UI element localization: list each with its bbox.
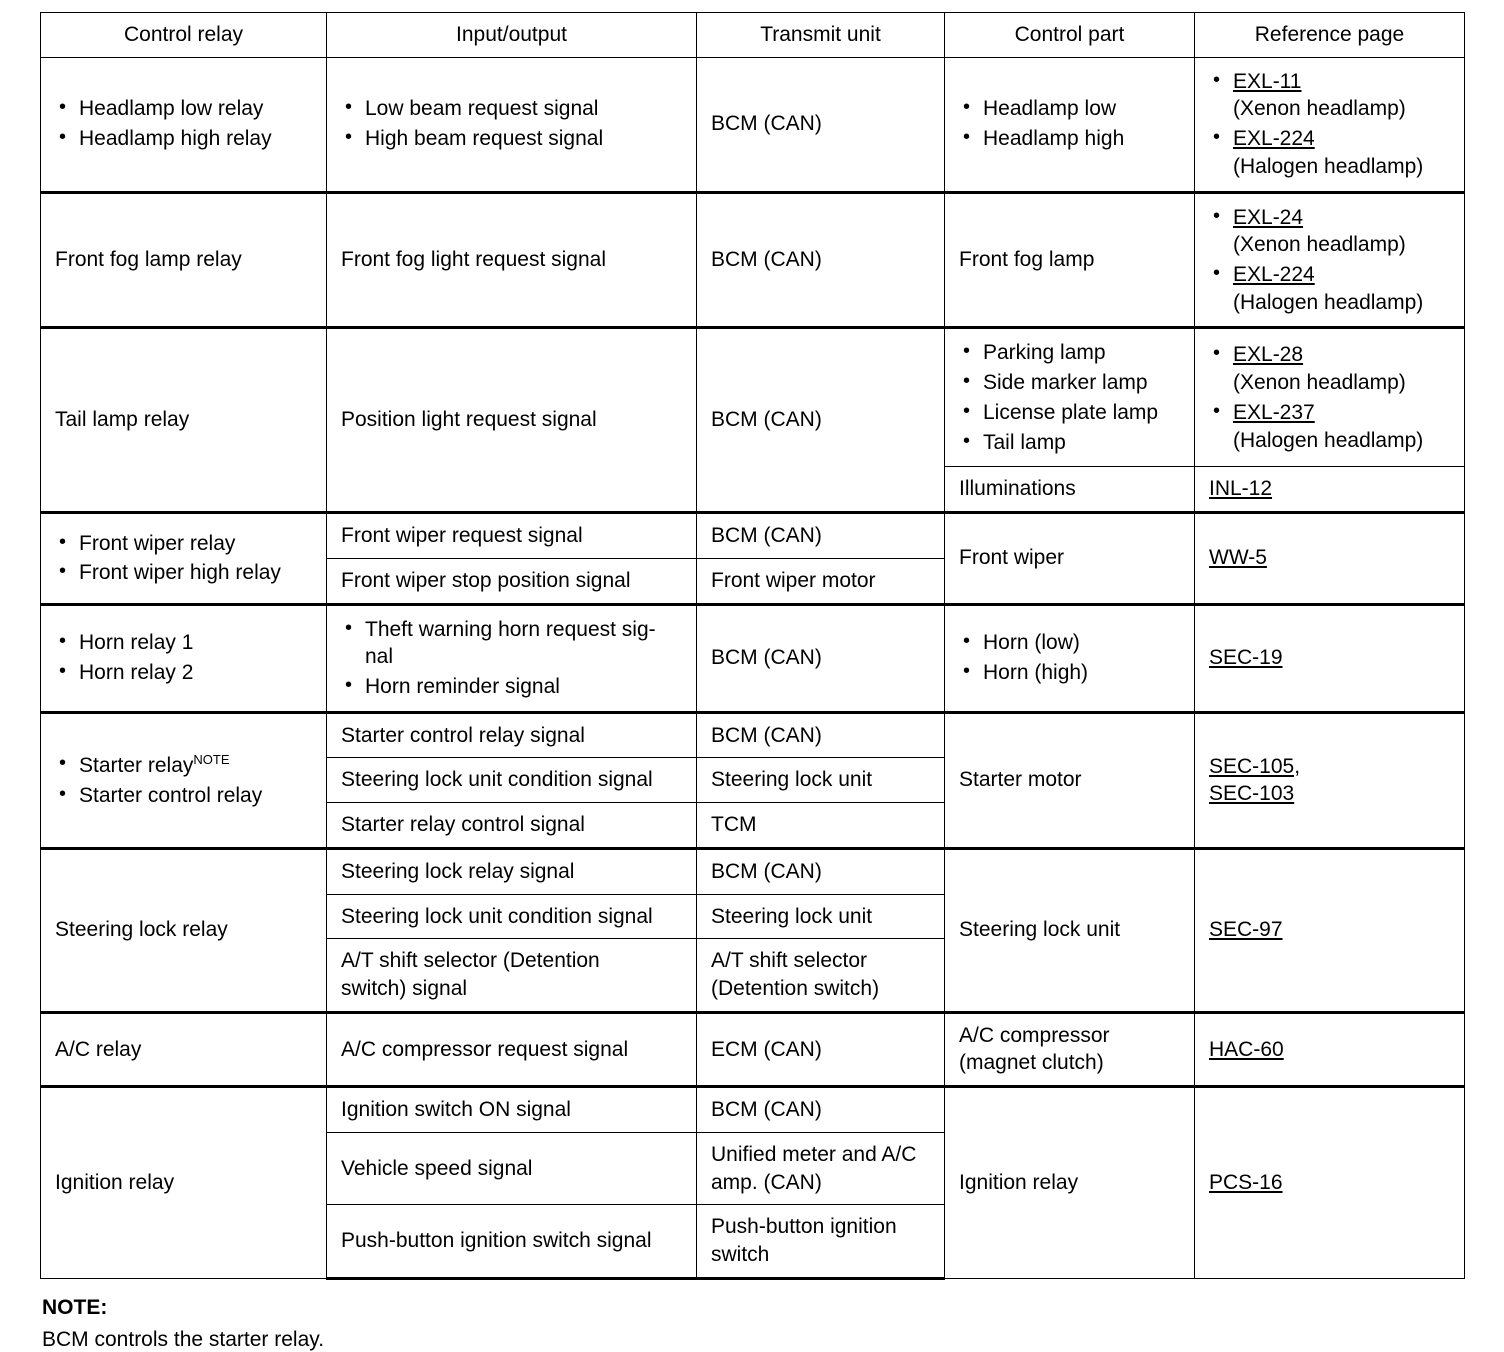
reference-link[interactable]: HAC-60 bbox=[1209, 1037, 1284, 1061]
reference-note: (Halogen headlamp) bbox=[1233, 428, 1424, 452]
reference-link[interactable]: EXL-237 bbox=[1233, 400, 1315, 424]
cell-control-part: Ignition relay bbox=[945, 1087, 1195, 1279]
cell-input-output: Front wiper request signal bbox=[327, 513, 697, 559]
list-item: • Low beam request signal bbox=[341, 95, 682, 123]
list-item: • Headlamp low relay bbox=[55, 95, 312, 123]
cell-control-relay: Ignition relay bbox=[41, 1087, 327, 1279]
reference-link[interactable]: PCS-16 bbox=[1209, 1171, 1283, 1195]
cell-transmit-unit: ECM (CAN) bbox=[697, 1012, 945, 1086]
reference-link[interactable]: SEC-103 bbox=[1209, 782, 1295, 806]
cell-control-part: Front fog lamp bbox=[945, 192, 1195, 328]
table-row bbox=[41, 1087, 1465, 1133]
list-item: • Horn relay 2 bbox=[55, 659, 312, 687]
cell-reference-page bbox=[1195, 513, 1465, 604]
cell-input-output: Position light request signal bbox=[327, 328, 697, 513]
io-text-line2: nal bbox=[365, 645, 394, 669]
cell-input-output: Front fog light request signal bbox=[327, 192, 697, 328]
reference-link[interactable]: INL-12 bbox=[1209, 477, 1273, 501]
list-item: • Parking lamp bbox=[959, 339, 1180, 367]
control-relay-table bbox=[40, 12, 1465, 1280]
cell-input-output: Front wiper stop position signal bbox=[327, 558, 697, 604]
cell-transmit-unit: BCM (CAN) bbox=[697, 192, 945, 328]
list-item: • License plate lamp bbox=[959, 399, 1180, 427]
cell-reference-page bbox=[1195, 604, 1465, 712]
cell-input-output: Starter control relay signal bbox=[327, 712, 697, 758]
column-header-control-part: Control part bbox=[945, 13, 1195, 58]
cell-control-part bbox=[945, 328, 1195, 467]
cell-control-part bbox=[945, 1012, 1195, 1086]
cell-control-part: Illuminations bbox=[945, 467, 1195, 513]
list-item bbox=[1209, 341, 1450, 396]
relay-label: Starter relay bbox=[79, 754, 194, 778]
cell-control-relay: Steering lock relay bbox=[41, 848, 327, 1012]
cell-transmit-unit: BCM (CAN) bbox=[697, 328, 945, 513]
reference-link[interactable]: WW-5 bbox=[1209, 546, 1267, 570]
list-item: • Headlamp low bbox=[959, 95, 1180, 123]
list-item: • Starter control relay bbox=[55, 782, 312, 810]
cell-transmit-unit: TCM bbox=[697, 803, 945, 849]
cell-input-output: Ignition switch ON signal bbox=[327, 1087, 697, 1133]
reference-link[interactable]: EXL-11 bbox=[1233, 69, 1302, 93]
table-row bbox=[41, 328, 1465, 467]
cell-control-part bbox=[945, 604, 1195, 712]
list-item: • Horn reminder signal bbox=[341, 673, 682, 701]
column-header-reference-page: Reference page bbox=[1195, 13, 1465, 58]
cell-input-output: Steering lock unit condition signal bbox=[327, 758, 697, 803]
cell-control-part: Front wiper bbox=[945, 513, 1195, 604]
reference-note: (Halogen headlamp) bbox=[1233, 290, 1424, 314]
cell-control-relay: Tail lamp relay bbox=[41, 328, 327, 513]
list-item bbox=[1209, 125, 1450, 180]
reference-note: (Xenon headlamp) bbox=[1233, 371, 1406, 395]
list-item: • Horn (high) bbox=[959, 659, 1180, 687]
list-item bbox=[1209, 68, 1450, 123]
unit-text-line2: (Detention switch) bbox=[711, 976, 880, 1000]
reference-link[interactable]: SEC-19 bbox=[1209, 646, 1283, 670]
cell-input-output: A/C compressor request signal bbox=[327, 1012, 697, 1086]
column-header-control-relay: Control relay bbox=[41, 13, 327, 58]
footnote-title: NOTE: bbox=[42, 1295, 108, 1319]
cell-transmit-unit: BCM (CAN) bbox=[697, 513, 945, 559]
table-row bbox=[41, 712, 1465, 758]
reference-link[interactable]: EXL-224 bbox=[1233, 127, 1315, 151]
cell-reference-page bbox=[1195, 467, 1465, 513]
part-text-line1: A/C compressor bbox=[959, 1023, 1110, 1047]
table-row bbox=[41, 192, 1465, 328]
table-row bbox=[41, 57, 1465, 192]
cell-control-part: Steering lock unit bbox=[945, 848, 1195, 1012]
list-item: • Side marker lamp bbox=[959, 369, 1180, 397]
cell-control-relay bbox=[41, 604, 327, 712]
reference-link[interactable]: EXL-24 bbox=[1233, 205, 1304, 229]
reference-note: (Xenon headlamp) bbox=[1233, 233, 1406, 257]
cell-input-output: Starter relay control signal bbox=[327, 803, 697, 849]
cell-transmit-unit: BCM (CAN) bbox=[697, 712, 945, 758]
list-item bbox=[55, 751, 312, 780]
cell-reference-page bbox=[1195, 192, 1465, 328]
cell-input-output bbox=[327, 57, 697, 192]
list-item bbox=[341, 616, 682, 671]
cell-control-relay bbox=[41, 57, 327, 192]
list-item: • Front wiper relay bbox=[55, 530, 312, 558]
cell-reference-page bbox=[1195, 1012, 1465, 1086]
list-item: • Front wiper high relay bbox=[55, 559, 312, 587]
column-header-transmit-unit: Transmit unit bbox=[697, 13, 945, 58]
table-row bbox=[41, 1012, 1465, 1086]
cell-transmit-unit: BCM (CAN) bbox=[697, 1087, 945, 1133]
table-row bbox=[41, 513, 1465, 559]
unit-text-line2: switch bbox=[711, 1243, 770, 1266]
table-header-row bbox=[41, 13, 1465, 58]
cell-reference-page bbox=[1195, 848, 1465, 1012]
table-row bbox=[41, 604, 1465, 712]
cell-control-relay: A/C relay bbox=[41, 1012, 327, 1086]
list-item bbox=[1209, 399, 1450, 454]
table-header bbox=[41, 13, 1465, 58]
cell-transmit-unit: Steering lock unit bbox=[697, 758, 945, 803]
io-text-line1: A/T shift selector (Detention bbox=[341, 949, 600, 973]
list-item: • Tail lamp bbox=[959, 429, 1180, 457]
cell-control-part bbox=[945, 57, 1195, 192]
list-item: • High beam request signal bbox=[341, 125, 682, 153]
cell-control-relay bbox=[41, 712, 327, 848]
cell-input-output: Vehicle speed signal bbox=[327, 1132, 697, 1204]
cell-transmit-unit: BCM (CAN) bbox=[697, 604, 945, 712]
io-text-line2: switch) signal bbox=[341, 976, 468, 1000]
cell-reference-page bbox=[1195, 1087, 1465, 1279]
unit-text-line1: A/T shift selector bbox=[711, 949, 868, 973]
cell-transmit-unit bbox=[697, 1205, 945, 1278]
cell-input-output bbox=[327, 604, 697, 712]
cell-reference-page bbox=[1195, 57, 1465, 192]
unit-text-line2: amp. (CAN) bbox=[711, 1170, 822, 1194]
reference-note: (Xenon headlamp) bbox=[1233, 97, 1406, 121]
cell-transmit-unit: BCM (CAN) bbox=[697, 848, 945, 894]
note-marker: NOTE bbox=[193, 752, 230, 768]
column-header-input-output: Input/output bbox=[327, 13, 697, 58]
list-item: • Headlamp high bbox=[959, 125, 1180, 153]
unit-text-line1: Push-button ignition bbox=[711, 1215, 897, 1239]
cell-input-output: Steering lock unit condition signal bbox=[327, 894, 697, 939]
cell-control-relay bbox=[41, 513, 327, 604]
cell-transmit-unit bbox=[697, 1132, 945, 1204]
list-item bbox=[1209, 204, 1450, 259]
cell-input-output: Push-button ignition switch signal bbox=[327, 1205, 697, 1278]
reference-link[interactable]: SEC-105, bbox=[1209, 754, 1301, 778]
reference-link[interactable]: EXL-28 bbox=[1233, 343, 1304, 367]
list-item: • Horn (low) bbox=[959, 629, 1180, 657]
reference-link[interactable]: SEC-97 bbox=[1209, 918, 1283, 942]
cell-reference-page bbox=[1195, 328, 1465, 467]
part-text-line2: (magnet clutch) bbox=[959, 1051, 1104, 1075]
table-row bbox=[41, 848, 1465, 894]
cell-transmit-unit bbox=[697, 939, 945, 1012]
cell-reference-page bbox=[1195, 712, 1465, 848]
footnote bbox=[40, 1296, 1464, 1352]
list-item bbox=[1209, 261, 1450, 316]
cell-transmit-unit: Front wiper motor bbox=[697, 558, 945, 604]
reference-note: (Halogen headlamp) bbox=[1233, 154, 1424, 178]
cell-input-output: Steering lock relay signal bbox=[327, 848, 697, 894]
cell-transmit-unit: BCM (CAN) bbox=[697, 57, 945, 192]
cell-control-relay: Front fog lamp relay bbox=[41, 192, 327, 328]
cell-transmit-unit: Steering lock unit bbox=[697, 894, 945, 939]
unit-text-line1: Unified meter and A/C bbox=[711, 1142, 917, 1166]
io-text-line1: Theft warning horn request sig- bbox=[365, 617, 656, 641]
cell-control-part: Starter motor bbox=[945, 712, 1195, 848]
cell-input-output bbox=[327, 939, 697, 1012]
footnote-body: BCM controls the starter relay. bbox=[42, 1327, 325, 1351]
list-item: • Horn relay 1 bbox=[55, 629, 312, 657]
table-body bbox=[41, 57, 1465, 1278]
reference-link[interactable]: EXL-224 bbox=[1233, 263, 1315, 287]
list-item: • Headlamp high relay bbox=[55, 125, 312, 153]
